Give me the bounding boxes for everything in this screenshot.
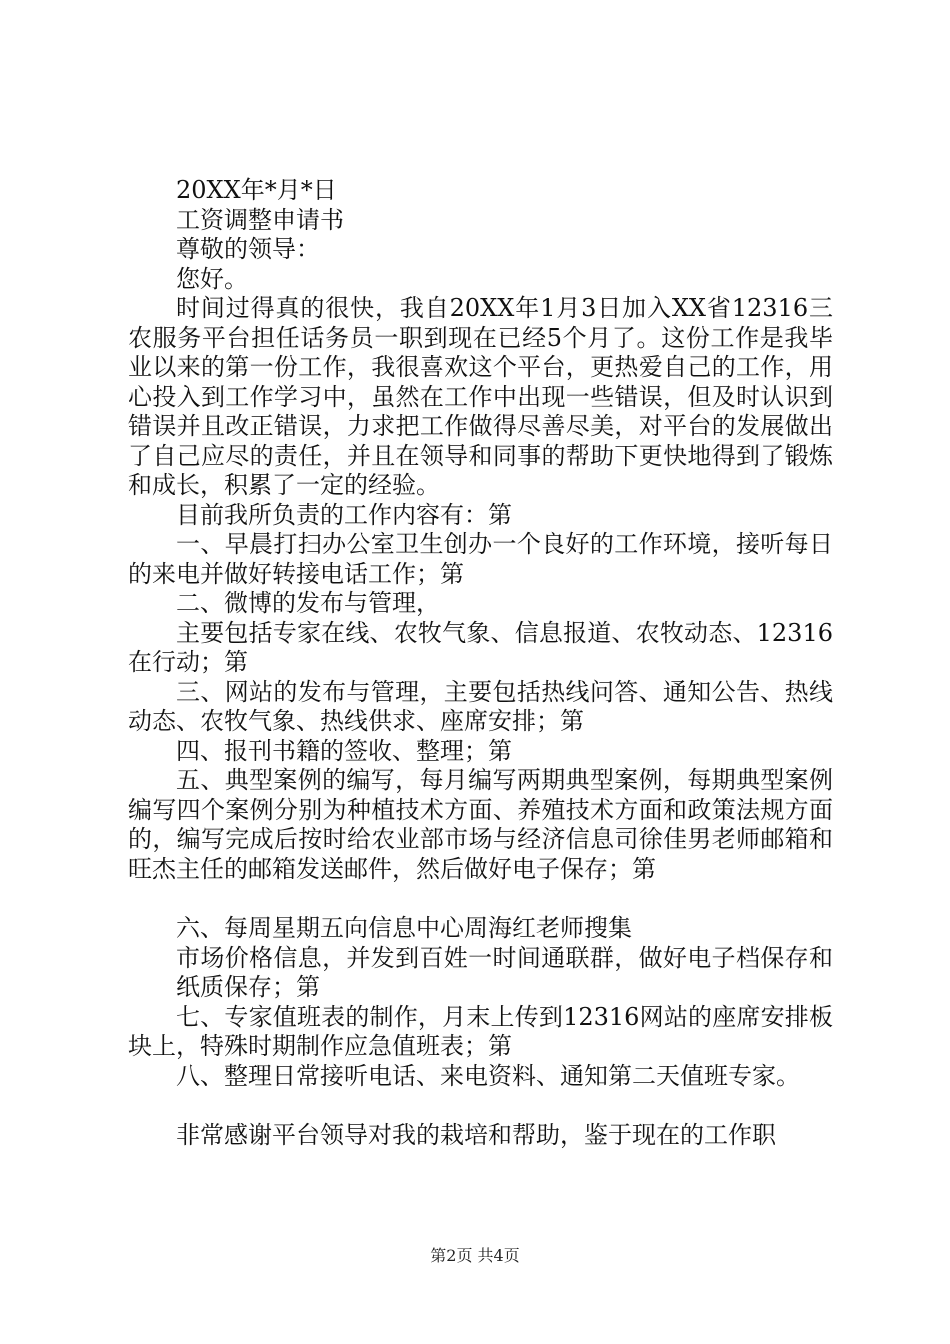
- paragraph-duties-heading: 目前我所负责的工作内容有：第: [176, 500, 512, 529]
- document-greeting: 您好。: [176, 264, 248, 293]
- paragraph-duty-4: 四、报刊书籍的签收、整理；第: [176, 736, 512, 765]
- document-body: [128, 176, 833, 1151]
- document-title: 工资调整申请书: [176, 205, 344, 234]
- paragraph-duty-3: 三、网站的发布与管理，主要包括热线问答、通知公告、热线动态、农牧气象、热线供求、座席安排；第: [128, 677, 833, 735]
- paragraph-duty-7: 七、专家值班表的制作，月末上传到12316网站的座席安排板块上，特殊时期制作应急值班表；第: [128, 1002, 833, 1060]
- paragraph-duty-5: 五、典型案例的编写，每月编写两期典型案例，每期典型案例编写四个案例分别为种植技术方面、养殖技术方面和政策法规方面的，编写完成后按时给农业部市场与经济信息司徐佳男老师邮箱和旺杰主任的邮箱发送邮件，然后做好电子保存；第: [128, 766, 833, 883]
- paragraph-duty-1: 一、早晨打扫办公室卫生创办一个良好的工作环境，接听每日的来电并做好转接电话工作；第: [128, 530, 833, 588]
- paragraph-duty-6-detail: 市场价格信息，并发到百姓一时间通联群，做好电子档保存和纸质保存；第: [176, 943, 833, 1001]
- page-number: 第2页 共4页: [430, 1246, 520, 1265]
- document-date: 20XX年*月*日: [176, 176, 337, 204]
- paragraph-duty-2-detail: 主要包括专家在线、农牧气象、信息报道、农牧动态、12316在行动；第: [128, 618, 833, 676]
- paragraph-duty-8: 八、整理日常接听电话、来电资料、通知第二天值班专家。: [176, 1061, 800, 1090]
- document-salutation: 尊敬的领导：: [176, 235, 320, 263]
- paragraph-intro: 时间过得真的很快，我自20XX年1月3日加入XX省12316三农服务平台担任话务员一职到现在已经5个月了。这份工作是我毕业以来的第一份工作，我很喜欢这个平台，更热爱自己的工作，用心投入到工作学习中，虽然在工作中出现一些错误，但及时认识到错误并且改正错误，力求把工作做得尽善尽美，对平台的发展做出了自己应尽的责任，并且在领导和同事的帮助下更快地得到了锻炼和成长，积累了一定的经验。: [128, 294, 833, 499]
- paragraph-thanks: 非常感谢平台领导对我的栽培和帮助，鉴于现在的工作职: [176, 1121, 776, 1149]
- paragraph-duty-6: 六、每周星期五向信息中心周海红老师搜集: [176, 914, 632, 942]
- page-footer: [0, 1246, 950, 1266]
- paragraph-duty-2: 二、微博的发布与管理，: [176, 589, 440, 617]
